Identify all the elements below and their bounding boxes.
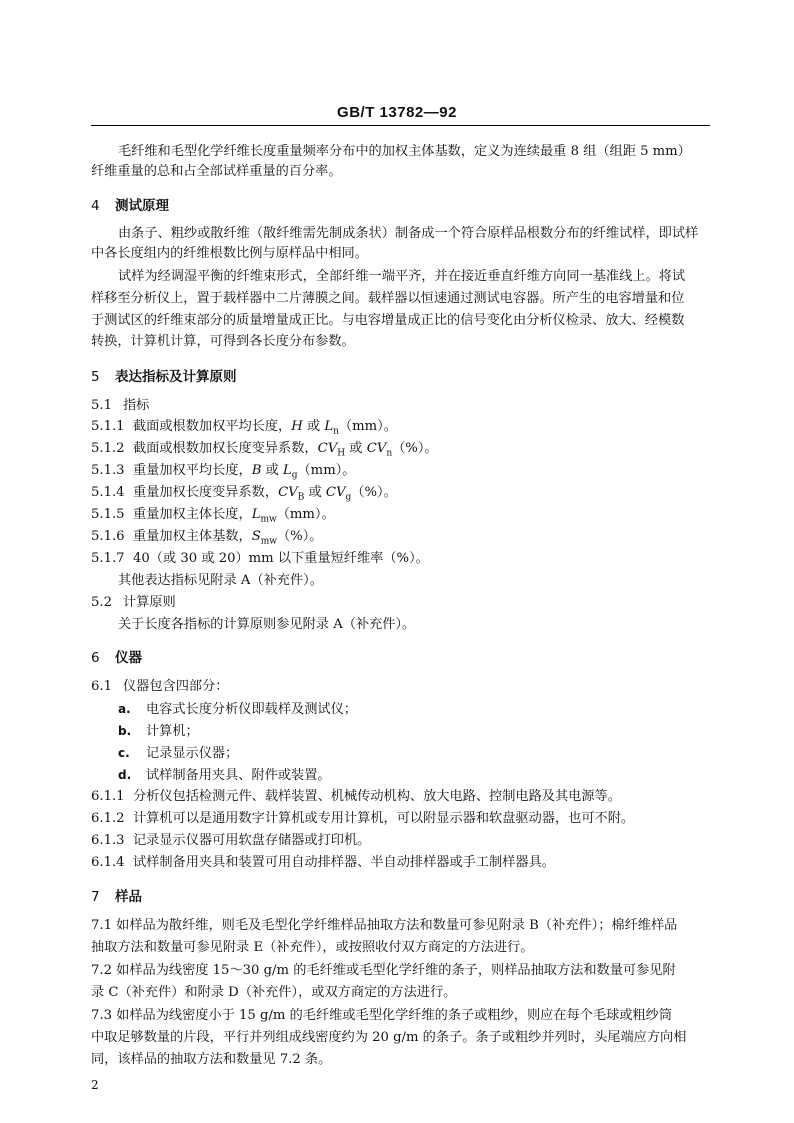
- s4-p1-line-2: 中各长度组内的纤维根数比例与原样品中相同。: [91, 246, 368, 261]
- s72-line-2: 录 C（补充件）和附录 D（补充件），或双方商定的方法进行。: [91, 985, 457, 1000]
- section-6-heading: 6 仪器: [91, 650, 142, 666]
- section-5-heading: [91, 365, 237, 385]
- list-item-b: b. 计算机；: [118, 724, 199, 739]
- item-6-1-3: 6.1.3 记录显示仪器可用软盘存储器或打印机。: [91, 833, 371, 848]
- list-item-a: a. 电容式长度分析仪即载样及测试仪；: [118, 702, 357, 717]
- s73-line-1: 7.3 如样品为线密度小于 15 g/m 的毛纤维或毛型化学纤维的条子或粗纱，则应在每个毛球或粗纱筒: [91, 1008, 673, 1023]
- s52-text: 关于长度各指标的计算原则参见附录 A（补充件）。: [118, 617, 416, 632]
- subsection-6-1: 6.1 仪器包含四部分：: [91, 679, 229, 694]
- subsection-5-1: [91, 397, 149, 415]
- header-rule: [91, 125, 710, 126]
- s4-p2-line-4: 转换，计算机计算，可得到各长度分布参数。: [91, 334, 355, 349]
- intro-line-2: 纤维重量的总和占全部试样重量的百分率。: [91, 164, 342, 179]
- item-6-1-4: 6.1.4 试样制备用夹具和装置可用自动排样器、半自动排样器或手工制样器具。: [91, 855, 555, 870]
- s72-line-1: 7.2 如样品为线密度 15～30 g/m 的毛纤维或毛型化学纤维的条子，则样品抽取方法和数量可参见附: [91, 963, 676, 978]
- item-5-1-1: 5.1.1 截面或根数加权平均长度，H 或 $L_n(mm)$。: [91, 419, 397, 437]
- item-6-1-1: 6.1.1 分析仪包括检测元件、载样装置、机械传动机构、放大电路、控制电路及其电源等。: [91, 789, 621, 804]
- s4-p2-line-2: 样移至分析仪上，置于载样器中二片薄膜之间。载样器以恒速通过测试电容器。所产生的电容增量和位: [91, 291, 685, 306]
- item-5-1-4: 5.1.4 重量加权长度变异系数，$CV_B$ 或 $CV_g(\%)$。: [91, 485, 397, 503]
- section-number: 4: [91, 198, 100, 214]
- section-title: 表达指标及计算原则: [115, 369, 237, 385]
- subsection-number: 5.1: [91, 398, 112, 413]
- list-item-d: d. 试样制备用夹具、附件或装置。: [118, 768, 331, 783]
- standard-number-header: GB/T 13782—92: [337, 104, 457, 121]
- item-5-1-5: 5.1.5 重量加权主体长度，$L_{mw}(mm)$。: [91, 507, 335, 525]
- item-5-1-3: 5.1.3 重量加权平均长度，B 或 $L_g(mm)$。: [91, 463, 356, 481]
- item-5-1-2: 5.1.2 截面或根数加权长度变异系数，$CV_H$ 或 $CV_n(\%)$。: [91, 441, 438, 459]
- s71-line-2: 抽取方法和数量可参见附录 E（补充件），或按照收付双方商定的方法进行。: [91, 940, 534, 955]
- subsection-5-2: 5.2 计算原则: [91, 595, 176, 610]
- s73-line-3: 同，该样品的抽取方法和数量见 7.2 条。: [91, 1052, 332, 1067]
- other-indicators-note: 其他表达指标见附录 A（补充件）。: [118, 573, 323, 588]
- section-7-heading: 7 样品: [91, 889, 142, 905]
- s4-p2-line-1: 试样为经调湿平衡的纤维束形式，全部纤维一端平齐，并在接近垂直纤维方向同一基准线上。将试: [118, 269, 686, 284]
- section-number: 5: [91, 369, 100, 385]
- section-4-heading: [91, 194, 169, 214]
- item-5-1-6: 5.1.6 重量加权主体基数，$S_{mw}(\%)$。: [91, 529, 323, 547]
- intro-line-1: 毛纤维和毛型化学纤维长度重量频率分布中的加权主体基数，定义为连续最重 8 组（组距 5 mm）: [118, 144, 691, 159]
- item-5-1-7: 5.1.7 40（或 30 或 20）mm 以下重量短纤维率（%）。: [91, 551, 429, 566]
- page-number: 2: [91, 1078, 99, 1092]
- s71-line-1: 7.1 如样品为散纤维，则毛及毛型化学纤维样品抽取方法和数量可参见附录 B（补充件）；棉纤维样品: [91, 918, 678, 933]
- item-6-1-2: 6.1.2 计算机可以是通用数字计算机或专用计算机，可以附显示器和软盘驱动器，也可不附。: [91, 811, 635, 826]
- list-item-c: c. 记录显示仪器；: [118, 746, 239, 761]
- s4-p2-line-3: 于测试区的纤维束部分的质量增量成正比。与电容增量成正比的信号变化由分析仪检录、放大、经模数: [91, 313, 685, 328]
- subsection-label: 指标: [123, 398, 150, 413]
- s73-line-2: 中取足够数量的片段，平行并列组成线密度约为 20 g/m 的条子。条子或粗纱并列时，头尾端应方向相: [91, 1030, 687, 1045]
- section-title: 测试原理: [115, 198, 169, 214]
- s4-p1-line-1: 由条子、粗纱或散纤维（散纤维需先制成条状）制备成一个符合原样品根数分布的纤维试样，即试样: [118, 226, 699, 241]
